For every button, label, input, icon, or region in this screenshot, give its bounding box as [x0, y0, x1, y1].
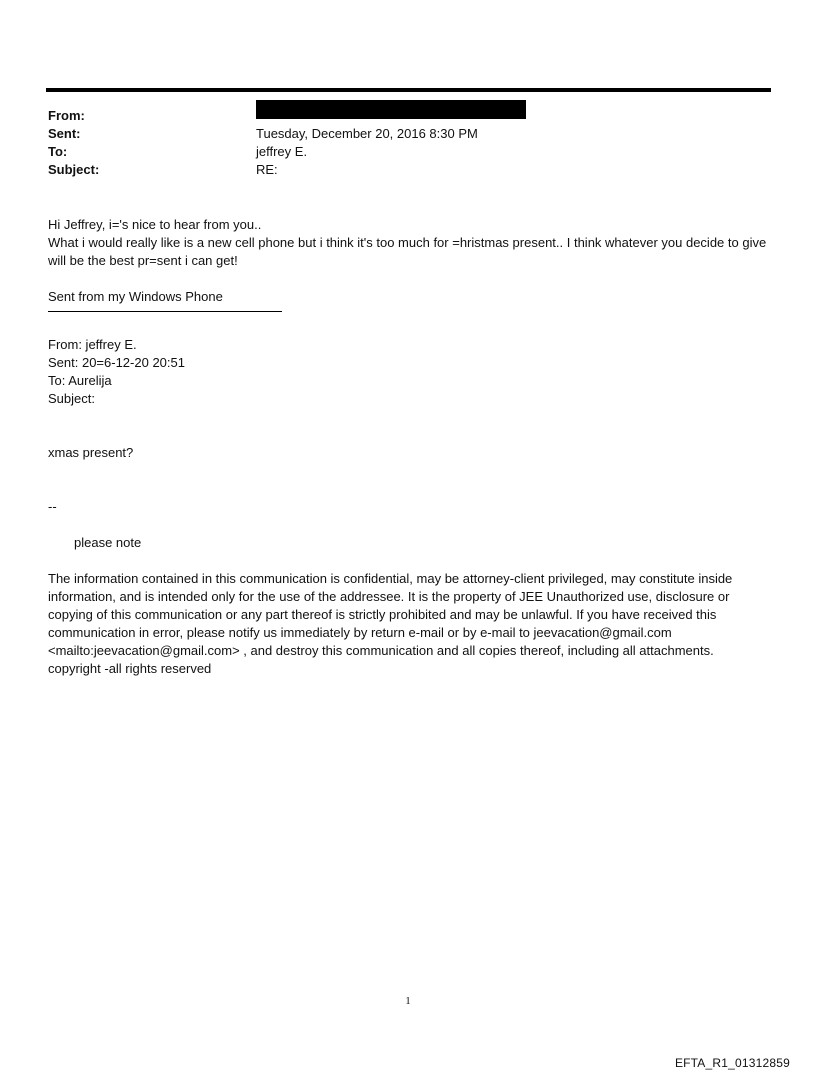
- original-subject: Subject:: [48, 391, 95, 406]
- to-value: jeffrey E.: [256, 144, 308, 159]
- reply-message: What i would really like is a new cell phone but i think it's too much for =hristmas present.. I think whatever you decide to give will be the best pr=sent i can get!: [48, 235, 767, 268]
- sent-value: Tuesday, December 20, 2016 8:30 PM: [256, 126, 478, 141]
- sent-label: Sent:: [48, 126, 81, 141]
- email-body: [48, 216, 768, 678]
- to-label: To:: [48, 144, 68, 159]
- disclaimer-text: The information contained in this communication is confidential, may be attorney-client privileged, may constitute inside information, and is intended only for the use of the addressee. It is the property of JEE Unauthorized use, disclosure or copying of this communication or any part thereof is strictly prohibited and may be unlawful. If you have received this communication in error, please notify us immediately by return e-mail or by e-mail to jeevacation@gmail.com <mailto:jeevacation@gmail.com> , and destroy this communication and all copies thereof, including all attachments. copyright -all rights reserved: [48, 571, 733, 676]
- quote-divider: [48, 311, 282, 312]
- page-number: 1: [405, 995, 411, 1007]
- original-message: xmas present?: [48, 445, 134, 460]
- please-note: please note: [74, 535, 142, 550]
- original-to: To: Aurelija: [48, 373, 112, 388]
- subject-value: RE:: [256, 162, 278, 177]
- reply-greeting: Hi Jeffrey, i='s nice to hear from you..: [48, 217, 262, 232]
- bates-number: EFTA_R1_01312859: [674, 1056, 790, 1070]
- original-from: From: jeffrey E.: [48, 337, 137, 352]
- signature-separator: --: [48, 499, 57, 514]
- original-sent: Sent: 20=6-12-20 20:51: [48, 355, 185, 370]
- redaction-bar: [256, 100, 526, 119]
- reply-signature: Sent from my Windows Phone: [48, 289, 223, 304]
- subject-label: Subject:: [48, 162, 100, 177]
- header-divider: [46, 88, 771, 92]
- from-label: From:: [48, 108, 85, 123]
